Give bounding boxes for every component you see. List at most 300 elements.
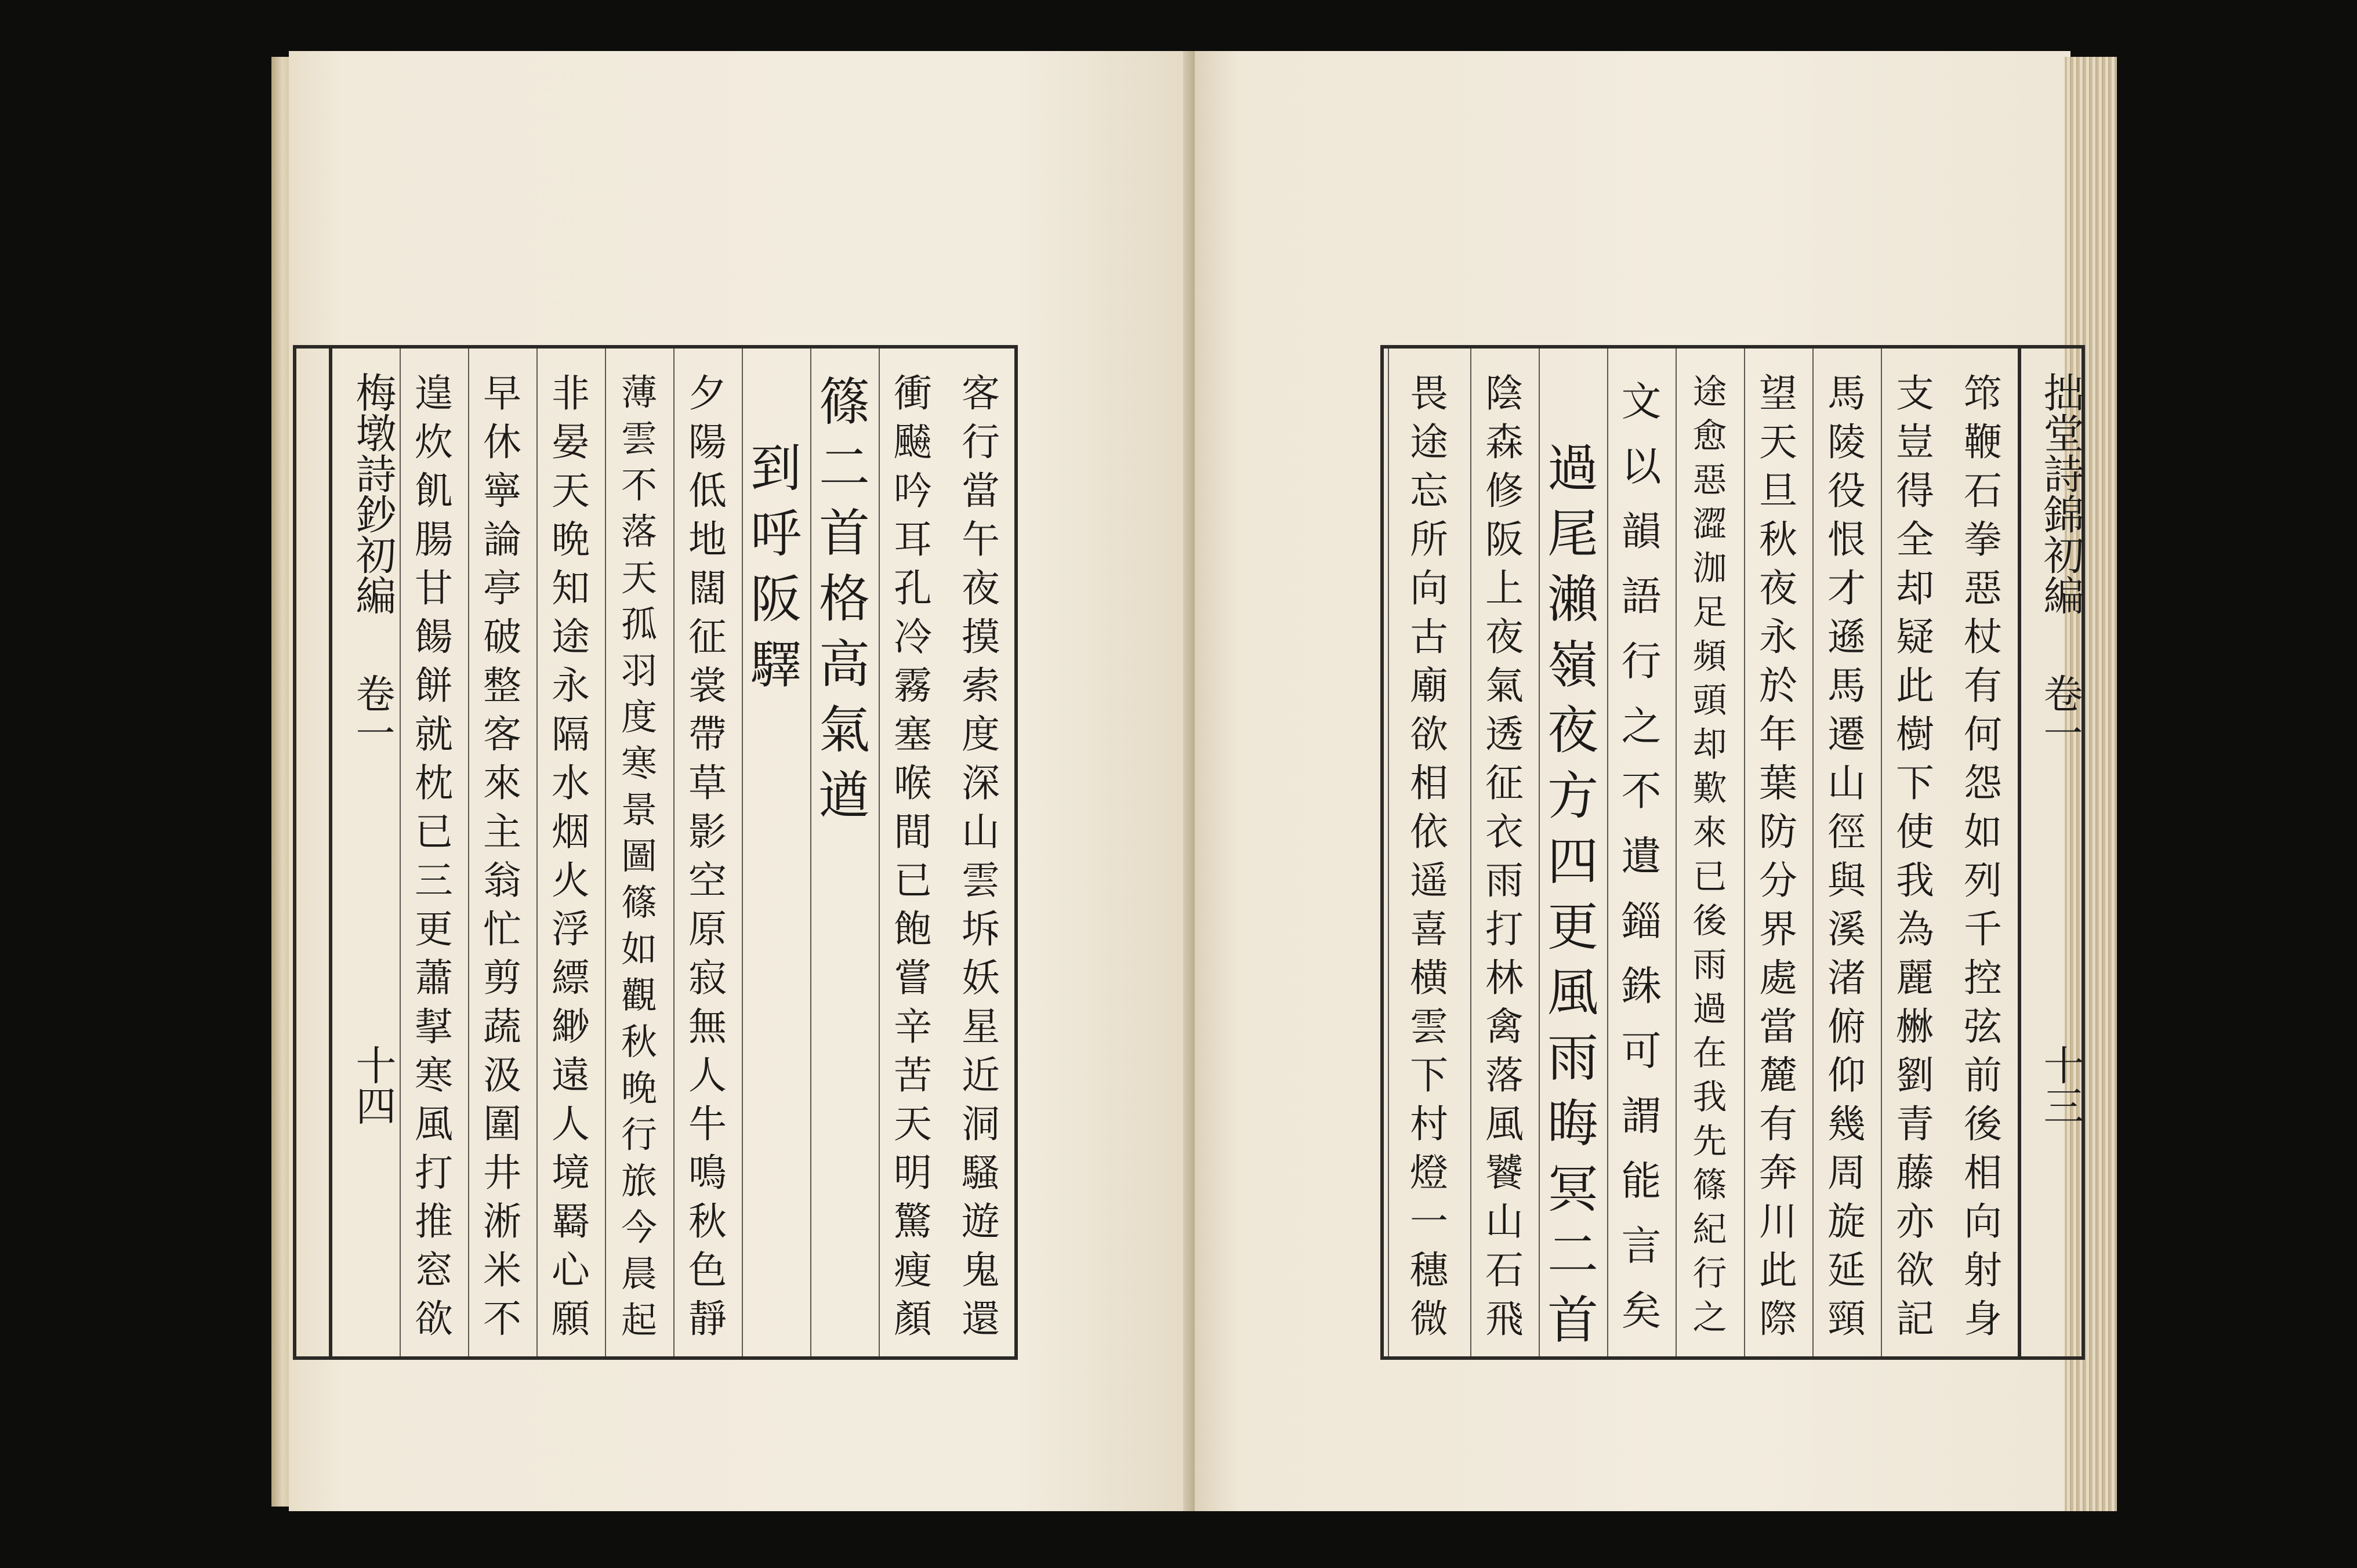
glyph: 夜 [1759, 566, 1797, 611]
glyph: 防 [1759, 810, 1797, 854]
glyph: 知 [552, 566, 590, 611]
glyph: 相 [1410, 761, 1448, 805]
glyph: 才 [1827, 566, 1866, 611]
glyph: 飢 [415, 469, 453, 513]
glyph: 塞 [894, 712, 932, 757]
glyph: 論 [483, 517, 521, 562]
glyph: 在 [1692, 1032, 1727, 1073]
glyph: 飇 [894, 420, 932, 464]
glyph: 無 [688, 1004, 727, 1049]
glyph: 飽 [894, 907, 932, 952]
glyph: 晏 [552, 420, 590, 464]
glyph: 錙 [1621, 898, 1662, 945]
glyph: 如 [1964, 810, 2002, 854]
glyph: 廟 [1410, 663, 1448, 708]
glyph: 闊 [688, 566, 727, 611]
glyph: 風 [1485, 1102, 1524, 1146]
glyph: 烟 [552, 810, 590, 854]
glyph: 願 [552, 1297, 590, 1341]
right-text-frame [1380, 345, 2085, 1360]
glyph: 修 [1485, 469, 1524, 513]
glyph: 征 [1485, 761, 1524, 805]
glyph: 翁 [483, 858, 521, 903]
glyph: 向 [1964, 1199, 2002, 1244]
left-col-9 [400, 349, 467, 1356]
glyph: 弦 [1964, 1004, 2002, 1049]
glyph: 已 [1692, 856, 1727, 896]
glyph: 旅 [621, 1160, 657, 1202]
glyph: 歎 [1692, 768, 1727, 808]
glyph: 阪 [750, 569, 802, 629]
glyph: 火 [552, 858, 590, 903]
glyph: 泇 [1692, 547, 1727, 588]
glyph: 陰 [1485, 371, 1524, 416]
glyph: 就 [415, 712, 453, 757]
glyph: 川 [1759, 1199, 1797, 1244]
left-col-6 [605, 349, 672, 1356]
glyph: 隔 [552, 712, 590, 757]
glyph: 夜 [1485, 615, 1524, 659]
glyph: 驛 [750, 634, 802, 695]
glyph: 年 [1759, 712, 1797, 757]
glyph: 破 [483, 615, 521, 659]
glyph: 午 [962, 517, 1000, 562]
glyph: 俯 [1827, 1004, 1866, 1049]
glyph: 緲 [552, 1004, 590, 1049]
glyph: 山 [1827, 761, 1866, 805]
glyph: 射 [1964, 1248, 2002, 1293]
glyph: 亭 [483, 566, 521, 611]
glyph: 樹 [1896, 712, 1934, 757]
left-col-5 [673, 349, 741, 1356]
glyph: 杖 [1964, 615, 2002, 659]
glyph: 更 [415, 907, 453, 952]
glyph: 薄 [621, 371, 657, 413]
glyph: 景 [621, 789, 657, 831]
glyph: 鞭 [1964, 420, 2002, 464]
glyph: 禽 [1485, 1004, 1524, 1049]
glyph: 地 [688, 517, 727, 562]
glyph: 韻 [1621, 508, 1662, 555]
glyph: 水 [552, 761, 590, 805]
glyph: 過 [1692, 988, 1727, 1029]
left-col-3 [810, 349, 877, 1356]
glyph: 來 [1692, 812, 1727, 852]
glyph: 馬 [1827, 663, 1866, 708]
glyph: 却 [1896, 566, 1934, 611]
glyph: 首 [1547, 1290, 1598, 1350]
glyph: 恨 [1827, 517, 1866, 562]
glyph: 秋 [621, 1021, 657, 1063]
glyph: 上 [1485, 566, 1524, 611]
glyph: 餅 [415, 663, 453, 708]
glyph: 行 [962, 420, 1000, 464]
glyph: 行 [621, 1113, 657, 1156]
glyph: 山 [962, 810, 1000, 854]
glyph: 夕 [688, 371, 727, 416]
glyph: 遠 [552, 1053, 590, 1098]
left-col-1 [947, 349, 1014, 1356]
glyph: 羽 [621, 649, 657, 692]
glyph: 途 [1692, 371, 1727, 412]
glyph: 欲 [1410, 712, 1448, 757]
glyph: 餳 [415, 615, 453, 659]
glyph: 銖 [1621, 963, 1662, 1010]
glyph: 雨 [1485, 858, 1524, 903]
glyph: 耳 [894, 517, 932, 562]
glyph: 控 [1964, 956, 2002, 1000]
glyph: 天 [894, 1102, 932, 1146]
glyph: 此 [1759, 1248, 1797, 1293]
glyph: 如 [621, 928, 657, 970]
glyph: 縹 [552, 956, 590, 1000]
glyph: 雨 [1692, 944, 1727, 985]
glyph: 馬 [1827, 371, 1866, 416]
glyph: 推 [415, 1199, 453, 1244]
glyph: 天 [621, 557, 657, 599]
glyph: 剪 [483, 956, 521, 1000]
glyph: 當 [1759, 1004, 1797, 1049]
glyph: 可 [1621, 1028, 1662, 1075]
glyph: 吟 [894, 469, 932, 513]
glyph: 忙 [483, 907, 521, 952]
glyph: 怨 [1964, 761, 2002, 805]
glyph: 下 [1410, 1053, 1448, 1098]
glyph: 燈 [1410, 1150, 1448, 1195]
glyph: 嘗 [894, 956, 932, 1000]
glyph: 永 [1759, 615, 1797, 659]
glyph: 喉 [894, 761, 932, 805]
glyph: 㨍 [415, 1004, 453, 1049]
glyph: 原 [688, 907, 727, 952]
glyph: 方 [1547, 765, 1598, 826]
glyph: 衣 [1485, 810, 1524, 854]
glyph: 喜 [1410, 907, 1448, 952]
glyph: 一 [1410, 1199, 1448, 1244]
glyph: 能 [1621, 1157, 1662, 1204]
glyph: 却 [1692, 724, 1727, 764]
right-col-4 [1744, 349, 1811, 1356]
glyph: 人 [552, 1102, 590, 1146]
glyph: 奔 [1759, 1150, 1797, 1195]
glyph: 早 [483, 371, 521, 416]
left-col-8 [468, 349, 535, 1356]
glyph: 寒 [415, 1053, 453, 1098]
glyph: 全 [1896, 517, 1934, 562]
glyph: 役 [1827, 469, 1866, 513]
glyph: 孔 [894, 566, 932, 611]
glyph: 妖 [962, 956, 1000, 1000]
glyph: 不 [1621, 768, 1662, 815]
glyph: 天 [552, 469, 590, 513]
glyph: 筇 [1964, 371, 2002, 416]
left-text-frame [293, 345, 1018, 1360]
glyph: 嶺 [1547, 634, 1598, 695]
left-col-4 [742, 349, 809, 1356]
right-margin-title: 拙堂詩錦初編 [2037, 372, 2084, 615]
glyph: 甘 [415, 566, 453, 611]
glyph: 顏 [894, 1297, 932, 1341]
glyph: 麓 [1759, 1053, 1797, 1098]
glyph: 打 [415, 1150, 453, 1195]
glyph: 溪 [1827, 907, 1866, 952]
glyph: 相 [1964, 1150, 2002, 1195]
glyph: 汲 [483, 1053, 521, 1098]
glyph: 今 [621, 1206, 657, 1248]
glyph: 征 [688, 615, 727, 659]
glyph: 忘 [1410, 469, 1448, 513]
glyph: 起 [621, 1299, 657, 1341]
glyph: 下 [1896, 761, 1934, 805]
glyph: 秋 [688, 1199, 727, 1244]
glyph: 蕭 [415, 956, 453, 1000]
glyph: 低 [688, 469, 727, 513]
left-volume-label: 卷一 [349, 673, 395, 752]
right-col-8 [1470, 349, 1538, 1356]
left-col-2 [879, 349, 946, 1356]
right-margin-strip [2018, 349, 2082, 1356]
glyph: 坼 [962, 907, 1000, 952]
glyph: 整 [483, 663, 521, 708]
glyph: 周 [1827, 1150, 1866, 1195]
glyph: 深 [962, 761, 1000, 805]
left-col-7 [536, 349, 604, 1356]
glyph: 炊 [415, 420, 453, 464]
glyph: 處 [1759, 956, 1797, 1000]
glyph: 已 [894, 858, 932, 903]
glyph: 饕 [1485, 1150, 1524, 1195]
glyph: 謂 [1621, 1092, 1662, 1139]
glyph: 三 [415, 858, 453, 903]
glyph: 風 [1547, 962, 1598, 1022]
glyph: 望 [1759, 371, 1797, 416]
glyph: 微 [1410, 1297, 1448, 1341]
glyph: 近 [962, 1053, 1000, 1098]
glyph: 冷 [894, 615, 932, 659]
glyph: 鬼 [962, 1248, 1000, 1293]
glyph: 境 [552, 1150, 590, 1195]
glyph: 裳 [688, 663, 727, 708]
glyph: 此 [1896, 663, 1934, 708]
glyph: 羇 [552, 1199, 590, 1244]
glyph: 途 [552, 615, 590, 659]
glyph: 呼 [750, 503, 802, 564]
glyph: 拳 [1964, 517, 2002, 562]
glyph: 村 [1410, 1102, 1448, 1146]
glyph: 草 [688, 761, 727, 805]
glyph: 先 [1692, 1120, 1727, 1161]
glyph: 首 [818, 503, 870, 563]
glyph: 圖 [621, 835, 657, 877]
glyph: 横 [1410, 956, 1448, 1000]
glyph: 遑 [415, 371, 453, 416]
glyph: 陵 [1827, 420, 1866, 464]
glyph: 頻 [1692, 636, 1727, 676]
glyph: 之 [1692, 1297, 1727, 1337]
glyph: 不 [483, 1297, 521, 1341]
glyph: 秋 [1759, 517, 1797, 562]
glyph: 晨 [621, 1253, 657, 1295]
glyph: 麗 [1896, 956, 1934, 1000]
glyph: 當 [962, 469, 1000, 513]
glyph: 㴇 [1896, 1004, 1934, 1049]
glyph: 森 [1485, 420, 1524, 464]
glyph: 不 [621, 464, 657, 506]
glyph: 色 [688, 1248, 727, 1293]
glyph: 尾 [1547, 503, 1598, 564]
glyph: 飛 [1485, 1297, 1524, 1341]
glyph: 風 [415, 1102, 453, 1146]
glyph: 到 [750, 438, 802, 498]
glyph: 鳴 [688, 1150, 727, 1195]
glyph: 篠 [621, 881, 657, 924]
glyph: 二 [1547, 1224, 1598, 1284]
glyph: 畏 [1410, 371, 1448, 416]
glyph: 心 [552, 1248, 590, 1293]
glyph: 永 [552, 663, 590, 708]
glyph: 晦 [1547, 1093, 1598, 1153]
glyph: 頸 [1827, 1297, 1866, 1341]
glyph: 圍 [483, 1102, 521, 1146]
glyph: 青 [1896, 1102, 1934, 1146]
right-col-5 [1676, 349, 1743, 1356]
glyph: 山 [1485, 1199, 1524, 1244]
glyph: 遥 [1410, 858, 1448, 903]
glyph: 欲 [1896, 1248, 1934, 1293]
glyph: 紀 [1692, 1208, 1727, 1249]
glyph: 驚 [894, 1199, 932, 1244]
left-margin-strip [329, 349, 398, 1356]
right-col-6 [1607, 349, 1674, 1356]
right-col-1 [1949, 349, 2017, 1356]
glyph: 足 [1692, 591, 1727, 632]
glyph: 非 [552, 371, 590, 416]
right-volume-label: 卷一 [2037, 673, 2083, 752]
glyph: 界 [1759, 907, 1797, 952]
glyph: 惡 [1964, 566, 2002, 611]
glyph: 更 [1547, 896, 1598, 957]
glyph: 劉 [1896, 1053, 1934, 1098]
glyph: 雲 [1410, 1004, 1448, 1049]
glyph: 亦 [1896, 1199, 1934, 1244]
glyph: 我 [1896, 858, 1934, 903]
glyph: 天 [1759, 420, 1797, 464]
right-col-9 [1388, 349, 1469, 1356]
glyph: 遜 [1827, 615, 1866, 659]
glyph: 列 [1964, 858, 2002, 903]
glyph: 觀 [621, 974, 657, 1017]
glyph: 千 [1964, 907, 2002, 952]
glyph: 惡 [1692, 459, 1727, 500]
glyph: 苦 [894, 1053, 932, 1098]
glyph: 衝 [894, 371, 932, 416]
glyph: 篠 [1692, 1164, 1727, 1205]
glyph: 透 [1485, 712, 1524, 757]
glyph: 得 [1896, 469, 1934, 513]
glyph: 高 [818, 634, 870, 694]
glyph: 間 [894, 810, 932, 854]
glyph: 向 [1410, 566, 1448, 611]
glyph: 窓 [415, 1248, 453, 1293]
glyph: 有 [1964, 663, 2002, 708]
glyph: 遒 [818, 765, 870, 825]
glyph: 為 [1896, 907, 1934, 952]
glyph: 幾 [1827, 1102, 1866, 1146]
glyph: 人 [688, 1053, 727, 1098]
glyph: 打 [1485, 907, 1524, 952]
glyph: 以 [1621, 443, 1662, 490]
glyph: 澀 [1692, 503, 1727, 544]
glyph: 葉 [1759, 761, 1797, 805]
glyph: 有 [1759, 1102, 1797, 1146]
glyph: 豈 [1896, 420, 1934, 464]
glyph: 摸 [962, 615, 1000, 659]
glyph: 遊 [962, 1199, 1000, 1244]
glyph: 四 [1547, 831, 1598, 891]
glyph: 霧 [894, 663, 932, 708]
glyph: 遺 [1621, 833, 1662, 880]
glyph: 行 [1692, 1253, 1727, 1293]
glyph: 石 [1485, 1248, 1524, 1293]
right-page-number: 十三 [2037, 1044, 2084, 1126]
glyph: 徑 [1827, 810, 1866, 854]
glyph: 寧 [483, 469, 521, 513]
glyph: 主 [483, 810, 521, 854]
glyph: 依 [1410, 810, 1448, 854]
glyph: 渚 [1827, 956, 1866, 1000]
glyph: 索 [962, 663, 1000, 708]
glyph: 落 [1485, 1053, 1524, 1098]
glyph: 頭 [1692, 680, 1727, 720]
glyph: 度 [621, 696, 657, 738]
glyph: 晩 [552, 517, 590, 562]
glyph: 孤 [621, 603, 657, 645]
glyph: 空 [688, 858, 727, 903]
glyph: 古 [1410, 615, 1448, 659]
glyph: 仰 [1827, 1053, 1866, 1098]
glyph: 延 [1827, 1248, 1866, 1293]
glyph: 林 [1485, 956, 1524, 1000]
glyph: 雲 [621, 418, 657, 460]
glyph: 騷 [962, 1150, 1000, 1195]
glyph: 旦 [1759, 469, 1797, 513]
glyph: 言 [1621, 1222, 1662, 1269]
glyph: 藤 [1896, 1150, 1934, 1195]
glyph: 之 [1621, 703, 1662, 750]
glyph: 氣 [818, 699, 870, 760]
glyph: 井 [483, 1150, 521, 1195]
glyph: 格 [818, 568, 870, 629]
glyph: 身 [1964, 1297, 2002, 1341]
glyph: 穗 [1410, 1248, 1448, 1293]
glyph: 雲 [962, 858, 1000, 903]
glyph: 寒 [621, 742, 657, 785]
glyph: 辛 [894, 1004, 932, 1049]
glyph: 阪 [1485, 517, 1524, 562]
glyph: 何 [1964, 712, 2002, 757]
glyph: 雨 [1547, 1028, 1598, 1088]
right-col-2 [1881, 349, 1948, 1356]
glyph: 淅 [483, 1199, 521, 1244]
glyph: 帶 [688, 712, 727, 757]
glyph: 晚 [621, 1067, 657, 1109]
glyph: 牛 [688, 1102, 727, 1146]
glyph: 所 [1410, 517, 1448, 562]
left-page-number: 十四 [349, 1044, 397, 1126]
glyph: 旋 [1827, 1199, 1866, 1244]
glyph: 使 [1896, 810, 1934, 854]
glyph: 分 [1759, 858, 1797, 903]
